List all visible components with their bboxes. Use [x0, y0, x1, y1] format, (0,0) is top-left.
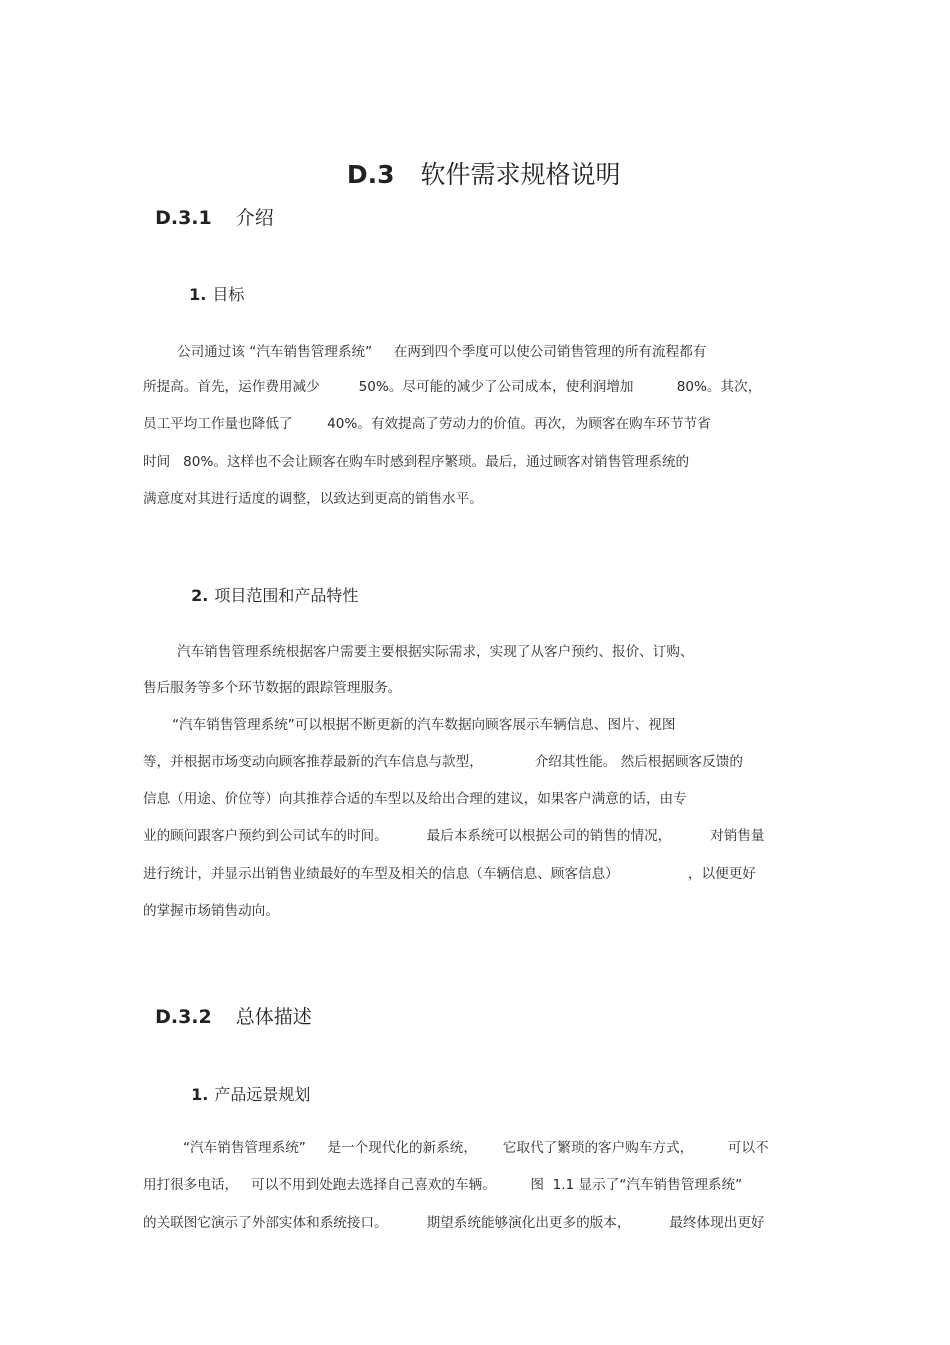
paragraph-line: 售后服务等多个环节数据的跟踪管理服务。	[143, 680, 402, 696]
title-text: 软件需求规格说明	[420, 160, 621, 189]
paragraph-line: “汽车销售管理系统” 是一个现代化的新系统， 它取代了繁琐的客户购车方式， 可以不	[183, 1140, 769, 1156]
subsection-title: 目标	[212, 285, 245, 304]
paragraph-line: 公司通过该 “汽车销售管理系统” 在两到四个季度可以使公司销售管理的所有流程都有	[177, 344, 707, 360]
subsection-heading-vision	[181, 1063, 310, 1105]
subsection-number: 1.	[191, 1085, 209, 1104]
subsection-title: 产品远景规划	[214, 1085, 311, 1104]
subsection-number: 2.	[191, 586, 209, 605]
paragraph-line: 等，并根据市场变动向顾客推荐最新的汽车信息与款型， 介绍其性能。 然后根据顾客反馈的	[143, 754, 743, 770]
paragraph-line: 汽车销售管理系统根据客户需要主要根据实际需求，实现了从客户预约、报价、订购、	[177, 644, 694, 660]
paragraph-line: 所提高。首先，运作费用减少 50%。尽可能的减少了公司成本，使利润增加 80%。其次，	[143, 379, 762, 395]
subsection-title: 项目范围和产品特性	[214, 586, 359, 605]
paragraph-line: “汽车销售管理系统”可以根据不断更新的汽车数据向顾客展示车辆信息、图片、视图	[172, 717, 676, 733]
paragraph-line: 的掌握市场销售动向。	[143, 903, 279, 919]
paragraph-line: 用打很多电话， 可以不用到处跑去选择自己喜欢的车辆。 图 1.1 显示了“汽车销售管理系统”	[143, 1177, 743, 1193]
section-title: 总体描述	[235, 1006, 312, 1028]
section-title: 介绍	[235, 207, 274, 229]
section-number: D.3.1	[155, 207, 212, 229]
section-heading-overview	[143, 980, 312, 1029]
subsection-heading-goal	[179, 263, 244, 305]
subsection-number: 1.	[189, 285, 207, 304]
subsection-heading-scope	[181, 564, 358, 606]
paragraph-line: 业的顾问跟客户预约到公司试车的时间。 最后本系统可以根据公司的销售的情况， 对销售量	[143, 828, 765, 844]
paragraph-line: 信息（用途、价位等）向其推荐合适的车型以及给出合理的建议，如果客户满意的话，由专	[143, 791, 687, 807]
paragraph-line: 员工平均工作量也降低了 40%。有效提高了劳动力的价值。再次，为顾客在购车环节节省	[143, 416, 711, 432]
paragraph-line: 的关联图它演示了外部实体和系统接口。 期望系统能够演化出更多的版本， 最终体现出更好	[143, 1215, 765, 1231]
paragraph-line: 进行统计，并显示出销售业绩最好的车型及相关的信息（车辆信息、顾客信息） ，以便更好	[143, 866, 756, 882]
section-heading-intro	[143, 181, 274, 230]
section-number: D.3.2	[155, 1006, 212, 1028]
title-number: D.3	[346, 160, 395, 189]
paragraph-line: 满意度对其进行适度的调整，以致达到更高的销售水平。	[143, 491, 483, 507]
paragraph-line: 时间 80%。这样也不会让顾客在购车时感到程序繁琐。最后，通过顾客对销售管理系统的	[143, 454, 690, 470]
